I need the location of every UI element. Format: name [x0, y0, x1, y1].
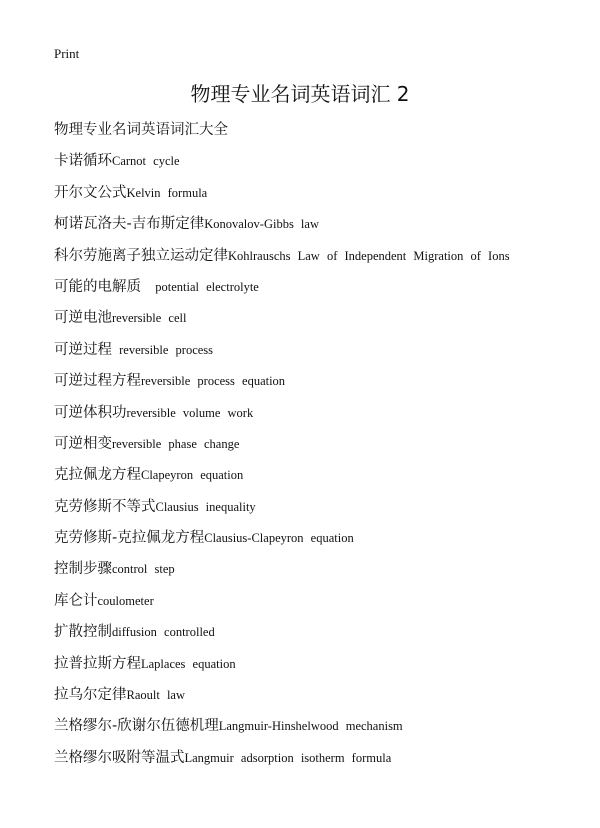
entry-english: Langmuir adsorption isotherm formula: [184, 750, 392, 765]
print-label: Print: [54, 46, 80, 61]
page-title: 物理专业名词英语词汇 2: [190, 82, 410, 106]
glossary-entry: [54, 652, 594, 683]
entry-chinese: 可逆相变: [54, 435, 112, 452]
entry-english: potential electrolyte: [141, 279, 259, 294]
entry-chinese: 兰格缪尔-欣谢尔伍德机理: [54, 718, 219, 735]
glossary-entry: [54, 306, 594, 337]
glossary-entry: [54, 212, 594, 243]
entry-english: reversible process equation: [141, 374, 286, 389]
glossary-entry: [54, 495, 594, 526]
entry-english: Kelvin formula: [126, 185, 208, 200]
entry-english: diffusion controlled: [112, 625, 215, 640]
subtitle-text: 物理专业名词英语词汇大全: [54, 122, 228, 138]
glossary-entry: [54, 746, 594, 777]
entry-chinese: 可逆过程方程: [54, 373, 141, 390]
glossary-entry: [54, 557, 594, 588]
glossary-entry: [54, 244, 594, 275]
entry-chinese: 卡诺循环: [54, 153, 112, 170]
entry-chinese: 控制步骤: [54, 561, 112, 578]
entry-english: Carnot cycle: [112, 154, 180, 169]
entry-english: reversible cell: [112, 311, 187, 326]
entry-chinese: 扩散控制: [54, 624, 112, 641]
glossary-entry: [54, 432, 594, 463]
entry-chinese: 克拉佩龙方程: [54, 467, 141, 484]
entry-chinese: 兰格缪尔吸附等温式: [54, 749, 185, 766]
entry-chinese: 克劳修斯不等式: [54, 498, 156, 515]
glossary-entry: [54, 149, 594, 180]
entry-english: coulometer: [97, 593, 154, 608]
glossary-entry: [54, 275, 594, 306]
glossary-entry: [54, 338, 594, 369]
entry-chinese: 开尔文公式: [54, 184, 127, 201]
entry-english: reversible volume work: [126, 405, 254, 420]
entry-english: Clausius inequality: [155, 499, 256, 514]
glossary-entry: [54, 401, 594, 432]
glossary-entry: [54, 369, 594, 400]
entry-chinese: 克劳修斯-克拉佩龙方程: [54, 530, 205, 547]
entry-chinese: 科尔劳施离子独立运动定律: [54, 247, 228, 264]
entry-chinese: 库仑计: [54, 592, 98, 609]
glossary-entry: [54, 620, 594, 651]
entry-english: Laplaces equation: [141, 656, 236, 671]
entry-english: Clapeyron equation: [141, 468, 244, 483]
entry-chinese: 可逆体积功: [54, 404, 127, 421]
glossary-subtitle: [54, 118, 594, 149]
entry-english: Konovalov-Gibbs law: [204, 217, 319, 232]
glossary-entry: [54, 181, 594, 212]
entry-english: reversible phase change: [112, 436, 240, 451]
entry-english: Raoult law: [126, 688, 186, 703]
entry-english: Clausius-Clapeyron equation: [204, 531, 354, 546]
entry-english: Kohlrauschs Law of Independent Migration of Ions: [228, 248, 510, 263]
entry-chinese: 可逆电池: [54, 310, 112, 327]
entry-chinese: 拉普拉斯方程: [54, 655, 141, 672]
glossary-entry: [54, 463, 594, 494]
entry-english: reversible process: [112, 342, 214, 357]
entry-english: control step: [112, 562, 175, 577]
glossary-list: [54, 118, 594, 777]
glossary-entry: [54, 683, 594, 714]
entry-chinese: 柯诺瓦洛夫-吉布斯定律: [54, 216, 205, 233]
entry-english: Langmuir-Hinshelwood mechanism: [218, 719, 403, 734]
glossary-entry: [54, 714, 594, 745]
entry-chinese: 可逆过程: [54, 341, 112, 358]
glossary-entry: [54, 589, 594, 620]
entry-chinese: 可能的电解质: [54, 278, 141, 295]
glossary-entry: [54, 526, 594, 557]
entry-chinese: 拉乌尔定律: [54, 687, 127, 704]
